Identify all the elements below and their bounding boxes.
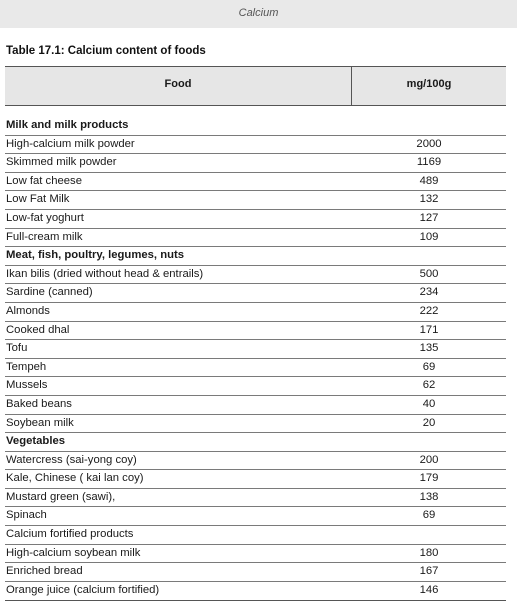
table-body <box>5 117 506 601</box>
value-cell: 135 <box>419 342 439 355</box>
table-row <box>5 229 506 248</box>
value-cell: 2000 <box>416 137 442 150</box>
value-cell: 180 <box>419 546 439 559</box>
table-row <box>5 452 506 471</box>
food-cell: Enriched bread <box>6 565 83 578</box>
food-cell: Orange juice (calcium fortified) <box>6 583 160 596</box>
table-row <box>5 415 506 434</box>
food-cell: Ikan bilis (dried without head & entrails) <box>6 267 204 280</box>
value-cell: 138 <box>419 490 439 503</box>
value-cell: 109 <box>419 230 439 243</box>
table-row <box>5 377 506 396</box>
table-row <box>5 154 506 173</box>
food-cell: Low fat cheese <box>6 174 82 187</box>
food-cell: Spinach <box>6 509 47 522</box>
food-cell: Mussels <box>6 379 48 392</box>
table-row <box>5 489 506 508</box>
value-cell: 234 <box>419 286 439 299</box>
table-row <box>5 340 506 359</box>
column-header-food: Food <box>164 78 192 90</box>
value-cell: 127 <box>419 211 439 224</box>
table-section-row <box>5 117 506 136</box>
table-row <box>5 284 506 303</box>
value-cell: 132 <box>419 193 439 206</box>
table-row <box>5 582 506 601</box>
food-cell: Kale, Chinese ( kai lan coy) <box>6 472 144 485</box>
table-row <box>5 303 506 322</box>
table-row <box>5 191 506 210</box>
food-cell: Mustard green (sawi), <box>6 490 116 503</box>
value-cell: 146 <box>419 583 439 596</box>
value-cell: 69 <box>422 509 436 522</box>
table-caption: Table 17.1: Calcium content of foods <box>6 45 206 57</box>
table-spacer <box>5 106 506 117</box>
value-cell: 40 <box>422 397 436 410</box>
value-cell: 500 <box>419 267 439 280</box>
food-cell: High-calcium soybean milk <box>6 546 141 559</box>
column-header-mg: mg/100g <box>406 78 452 90</box>
value-cell: 1169 <box>416 156 442 169</box>
page-header-title: Calcium <box>238 7 279 19</box>
value-cell: 489 <box>419 174 439 187</box>
table-row <box>5 563 506 582</box>
food-cell: Tempeh <box>6 360 47 373</box>
value-cell: 69 <box>422 360 436 373</box>
food-cell: High-calcium milk powder <box>6 137 135 150</box>
table-row <box>5 396 506 415</box>
table-row <box>5 210 506 229</box>
value-cell: 222 <box>419 304 439 317</box>
table-row <box>5 173 506 192</box>
food-cell: Watercress (sai-yong coy) <box>6 453 137 466</box>
food-cell: Low Fat Milk <box>6 193 70 206</box>
food-cell: Almonds <box>6 304 50 317</box>
food-cell: Full-cream milk <box>6 230 83 243</box>
calcium-table <box>5 66 506 601</box>
table-section-row <box>5 247 506 266</box>
food-cell: Baked beans <box>6 397 72 410</box>
table-row <box>5 507 506 526</box>
table-row <box>5 359 506 378</box>
table-section-row <box>5 433 506 452</box>
table-row <box>5 136 506 155</box>
table-row <box>5 545 506 564</box>
table-row <box>5 322 506 341</box>
section-label: Milk and milk products <box>6 119 129 131</box>
table-header <box>5 66 506 106</box>
food-cell: Low-fat yoghurt <box>6 211 84 224</box>
value-cell: 200 <box>419 453 439 466</box>
value-cell: 20 <box>422 416 436 429</box>
food-cell: Tofu <box>6 342 28 355</box>
food-cell: Skimmed milk powder <box>6 156 117 169</box>
section-label: Meat, fish, poultry, legumes, nuts <box>6 249 185 262</box>
food-cell: Cooked dhal <box>6 323 70 336</box>
food-cell: Sardine (canned) <box>6 286 93 299</box>
value-cell: 179 <box>419 472 439 485</box>
section-label: Calcium fortified products <box>6 528 134 541</box>
value-cell: 167 <box>419 565 439 578</box>
table-row <box>5 266 506 285</box>
table-section-row <box>5 526 506 545</box>
value-cell: 62 <box>422 379 436 392</box>
section-label: Vegetables <box>6 435 66 448</box>
table-row <box>5 470 506 489</box>
food-cell: Soybean milk <box>6 416 74 429</box>
value-cell: 171 <box>419 323 439 336</box>
